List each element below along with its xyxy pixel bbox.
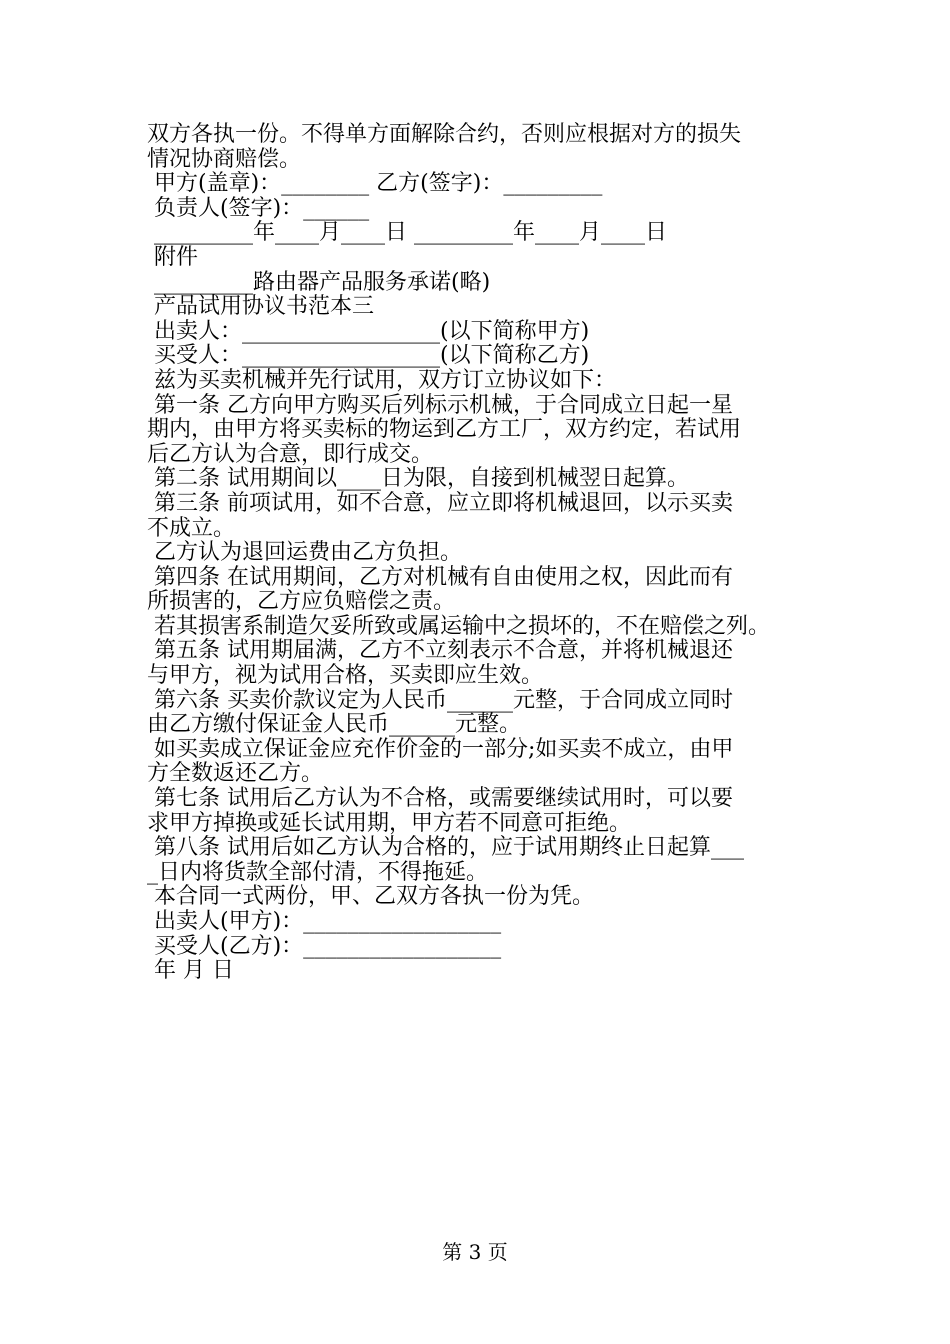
- text-line: 与甲方，视为试用合格，买卖即应生效。: [147, 663, 544, 689]
- text-line: 情况协商赔偿。: [147, 146, 302, 172]
- text-line: 后乙方认为合意，即行成交。: [147, 441, 434, 467]
- text-line: 所损害的，乙方应负赔偿之责。: [147, 589, 456, 615]
- text-line: 由乙方缴付保证金人民币______元整。: [147, 712, 522, 738]
- page-number: 第 3 页: [442, 1240, 508, 1264]
- text-line: 年 月 日: [147, 958, 234, 984]
- text-line: 甲方(盖章)：________ 乙方(签字)：_________: [147, 171, 603, 197]
- text-line: 第七条 试用后乙方认为不合格，或需要继续试用时，可以要: [147, 786, 733, 812]
- text-line: 兹为买卖机械并先行试用，双方订立协议如下：: [147, 367, 616, 393]
- text-line: 附件: [147, 244, 198, 270]
- text-line: 买受人(乙方)：__________________: [147, 933, 502, 959]
- text-line: 本合同一式两份，甲、乙双方各执一份为凭。: [147, 884, 594, 910]
- text-line: _________年____月____日 _________年____月____日: [147, 220, 667, 246]
- text-line: 不成立。: [147, 515, 236, 541]
- text-line: 第四条 在试用期间，乙方对机械有自由使用之权，因此而有: [147, 564, 733, 590]
- text-line: 第六条 买卖价款议定为人民币______元整，于合同成立同时: [147, 687, 733, 713]
- text-line: 出卖人(甲方)：__________________: [147, 909, 502, 934]
- text-line: _日内将货款全部付清，不得拖延。: [147, 859, 489, 885]
- document-body: [147, 123, 827, 984]
- text-line: 买受人：__________________(以下简称乙方): [147, 343, 590, 369]
- text-line: 双方各执一份。不得单方面解除合约，否则应根据对方的损失: [147, 122, 742, 147]
- text-line: 求甲方掉换或延长试用期，甲方若不同意可拒绝。: [147, 810, 632, 836]
- text-line: 出卖人：__________________(以下简称甲方): [147, 318, 590, 344]
- text-line: 方全数返还乙方。: [147, 761, 324, 787]
- text-line: 负责人(签字)：______: [147, 195, 370, 221]
- text-line: 产品试用协议书范本三: [147, 294, 374, 320]
- text-line: 第五条 试用期届满，乙方不立刻表示不合意，并将机械退还: [147, 638, 733, 664]
- text-line: 第二条 试用期间以____日为限，自接到机械翌日起算。: [147, 466, 689, 492]
- text-line: 第三条 前项试用，如不合意，应立即将机械退回，以示买卖: [147, 490, 733, 516]
- text-line: 乙方认为退回运费由乙方负担。: [147, 540, 462, 566]
- text-line: 如买卖成立保证金应充作价金的一部分;如买卖不成立，由甲: [147, 736, 734, 762]
- text-line: _________路由器产品服务承诺(略): [147, 269, 491, 295]
- text-line: 若其损害系制造欠妥所致或属运输中之损坏的，不在赔偿之列。: [147, 613, 770, 639]
- text-line: 第一条 乙方向甲方购买后列标示机械，于合同成立日起一星: [147, 392, 733, 418]
- text-line: 第八条 试用后如乙方认为合格的，应于试用期终止日起算___: [147, 835, 744, 861]
- text-line: 期内，由甲方将买卖标的物运到乙方工厂，双方约定，若试用: [147, 417, 742, 443]
